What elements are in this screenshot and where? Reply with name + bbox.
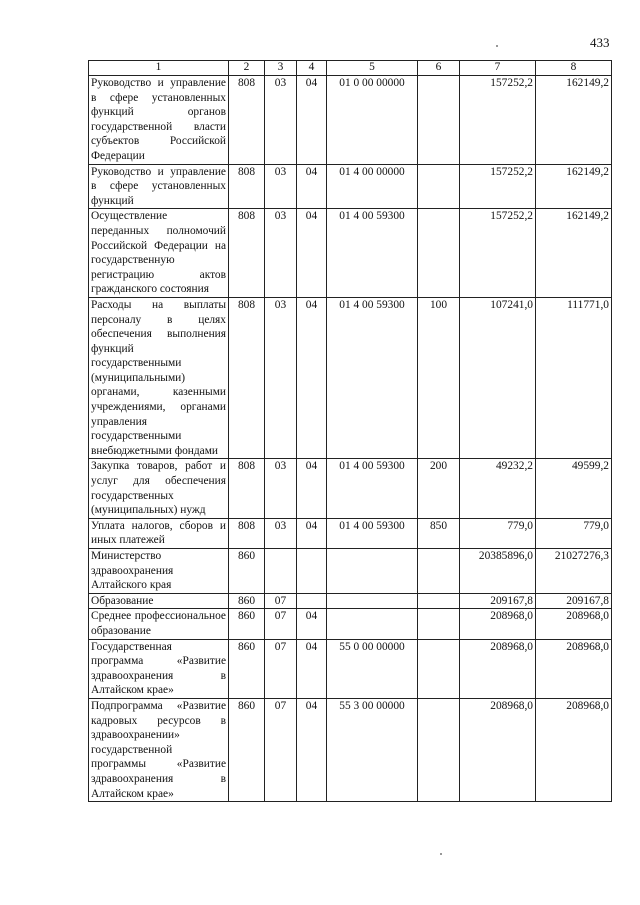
subsection-cell: 04 (297, 76, 327, 165)
table-row (89, 698, 612, 801)
item-name-cell: Уплата налогов, сборов и иных платежей (89, 518, 229, 548)
item-name-cell: Расходы на выплаты персоналу в целях обеспечения выполнения функций государственными (муниципальными) органами, казенными учреждениями, органами управления государственными внебюджетными фондами (89, 297, 229, 459)
item-name-cell: Осуществление переданных полномочий Российской Федерации на государственную регистрацию актов гражданского состояния (89, 209, 229, 298)
target-article-cell: 01 4 00 59300 (327, 459, 418, 518)
item-name-cell: Образование (89, 593, 229, 609)
item-name-cell: Министерство здравоохранения Алтайского края (89, 549, 229, 594)
expense-type-cell (418, 209, 460, 298)
ministry-code-cell: 808 (229, 518, 265, 548)
item-name-cell: Руководство и управление в сфере установленных функций (89, 164, 229, 209)
subsection-cell: 04 (297, 164, 327, 209)
target-article-cell: 01 4 00 59300 (327, 297, 418, 459)
amount-year-1-cell: 209167,8 (460, 593, 536, 609)
target-article-cell: 01 0 00 00000 (327, 76, 418, 165)
subsection-cell (297, 593, 327, 609)
amount-year-2-cell: 208968,0 (536, 698, 612, 801)
table-header-row (89, 61, 612, 76)
amount-year-2-cell: 162149,2 (536, 76, 612, 165)
amount-year-2-cell: 209167,8 (536, 593, 612, 609)
item-name-cell: Государственная программа «Развитие здравоохранения в Алтайском крае» (89, 639, 229, 698)
table-row (89, 209, 612, 298)
subsection-cell: 04 (297, 459, 327, 518)
section-cell: 07 (265, 639, 297, 698)
amount-year-1-cell: 779,0 (460, 518, 536, 548)
target-article-cell (327, 609, 418, 639)
ministry-code-cell: 860 (229, 593, 265, 609)
section-cell: 03 (265, 297, 297, 459)
expense-type-cell (418, 698, 460, 801)
target-article-cell: 55 3 00 00000 (327, 698, 418, 801)
section-cell: 03 (265, 209, 297, 298)
item-name-cell: Среднее профессиональное образование (89, 609, 229, 639)
amount-year-1-cell: 157252,2 (460, 209, 536, 298)
expense-type-cell (418, 76, 460, 165)
subsection-cell: 04 (297, 518, 327, 548)
ministry-code-cell: 808 (229, 459, 265, 518)
expense-type-cell: 100 (418, 297, 460, 459)
section-cell: 03 (265, 459, 297, 518)
expense-type-cell (418, 609, 460, 639)
table-row (89, 518, 612, 548)
subsection-cell: 04 (297, 698, 327, 801)
table-row (89, 639, 612, 698)
target-article-cell (327, 593, 418, 609)
section-cell: 07 (265, 593, 297, 609)
amount-year-1-cell: 107241,0 (460, 297, 536, 459)
ministry-code-cell: 860 (229, 609, 265, 639)
scan-speck (440, 853, 442, 855)
table-row (89, 593, 612, 609)
target-article-cell (327, 549, 418, 594)
subsection-cell (297, 549, 327, 594)
section-cell: 03 (265, 76, 297, 165)
amount-year-1-cell: 208968,0 (460, 698, 536, 801)
amount-year-1-cell: 208968,0 (460, 609, 536, 639)
column-header: 8 (536, 61, 612, 76)
amount-year-1-cell: 20385896,0 (460, 549, 536, 594)
amount-year-2-cell: 208968,0 (536, 639, 612, 698)
ministry-code-cell: 860 (229, 549, 265, 594)
column-header: 7 (460, 61, 536, 76)
amount-year-1-cell: 49232,2 (460, 459, 536, 518)
expense-type-cell (418, 549, 460, 594)
table-row (89, 549, 612, 594)
column-header: 3 (265, 61, 297, 76)
expense-type-cell (418, 593, 460, 609)
ministry-code-cell: 808 (229, 297, 265, 459)
amount-year-2-cell: 21027276,3 (536, 549, 612, 594)
section-cell: 03 (265, 518, 297, 548)
target-article-cell: 01 4 00 00000 (327, 164, 418, 209)
table-row (89, 76, 612, 165)
column-header: 5 (327, 61, 418, 76)
expense-type-cell: 850 (418, 518, 460, 548)
expense-type-cell (418, 164, 460, 209)
item-name-cell: Закупка товаров, работ и услуг для обеспечения государственных (муниципальных) нужд (89, 459, 229, 518)
amount-year-2-cell: 779,0 (536, 518, 612, 548)
table-row (89, 164, 612, 209)
amount-year-2-cell: 49599,2 (536, 459, 612, 518)
target-article-cell: 55 0 00 00000 (327, 639, 418, 698)
section-cell: 07 (265, 698, 297, 801)
target-article-cell: 01 4 00 59300 (327, 518, 418, 548)
ministry-code-cell: 860 (229, 639, 265, 698)
amount-year-2-cell: 162149,2 (536, 209, 612, 298)
budget-table (88, 60, 612, 802)
column-header: 4 (297, 61, 327, 76)
amount-year-2-cell: 162149,2 (536, 164, 612, 209)
column-header: 6 (418, 61, 460, 76)
section-cell: 03 (265, 164, 297, 209)
ministry-code-cell: 808 (229, 76, 265, 165)
ministry-code-cell: 808 (229, 164, 265, 209)
table-row (89, 609, 612, 639)
page-number: 433 (590, 35, 610, 50)
expense-type-cell: 200 (418, 459, 460, 518)
amount-year-2-cell: 111771,0 (536, 297, 612, 459)
subsection-cell: 04 (297, 297, 327, 459)
item-name-cell: Подпрограмма «Развитие кадровых ресурсов в здравоохранении» государственной программы «Развитие здравоохранения в Алтайском крае» (89, 698, 229, 801)
section-cell: 07 (265, 609, 297, 639)
scan-speck (496, 45, 498, 47)
ministry-code-cell: 808 (229, 209, 265, 298)
amount-year-1-cell: 208968,0 (460, 639, 536, 698)
subsection-cell: 04 (297, 609, 327, 639)
table-row (89, 297, 612, 459)
table-row (89, 459, 612, 518)
amount-year-1-cell: 157252,2 (460, 164, 536, 209)
subsection-cell: 04 (297, 639, 327, 698)
item-name-cell: Руководство и управление в сфере установленных функций органов государственной власти субъектов Российской Федерации (89, 76, 229, 165)
amount-year-1-cell: 157252,2 (460, 76, 536, 165)
ministry-code-cell: 860 (229, 698, 265, 801)
expense-type-cell (418, 639, 460, 698)
target-article-cell: 01 4 00 59300 (327, 209, 418, 298)
column-header: 2 (229, 61, 265, 76)
amount-year-2-cell: 208968,0 (536, 609, 612, 639)
column-header: 1 (89, 61, 229, 76)
subsection-cell: 04 (297, 209, 327, 298)
section-cell (265, 549, 297, 594)
